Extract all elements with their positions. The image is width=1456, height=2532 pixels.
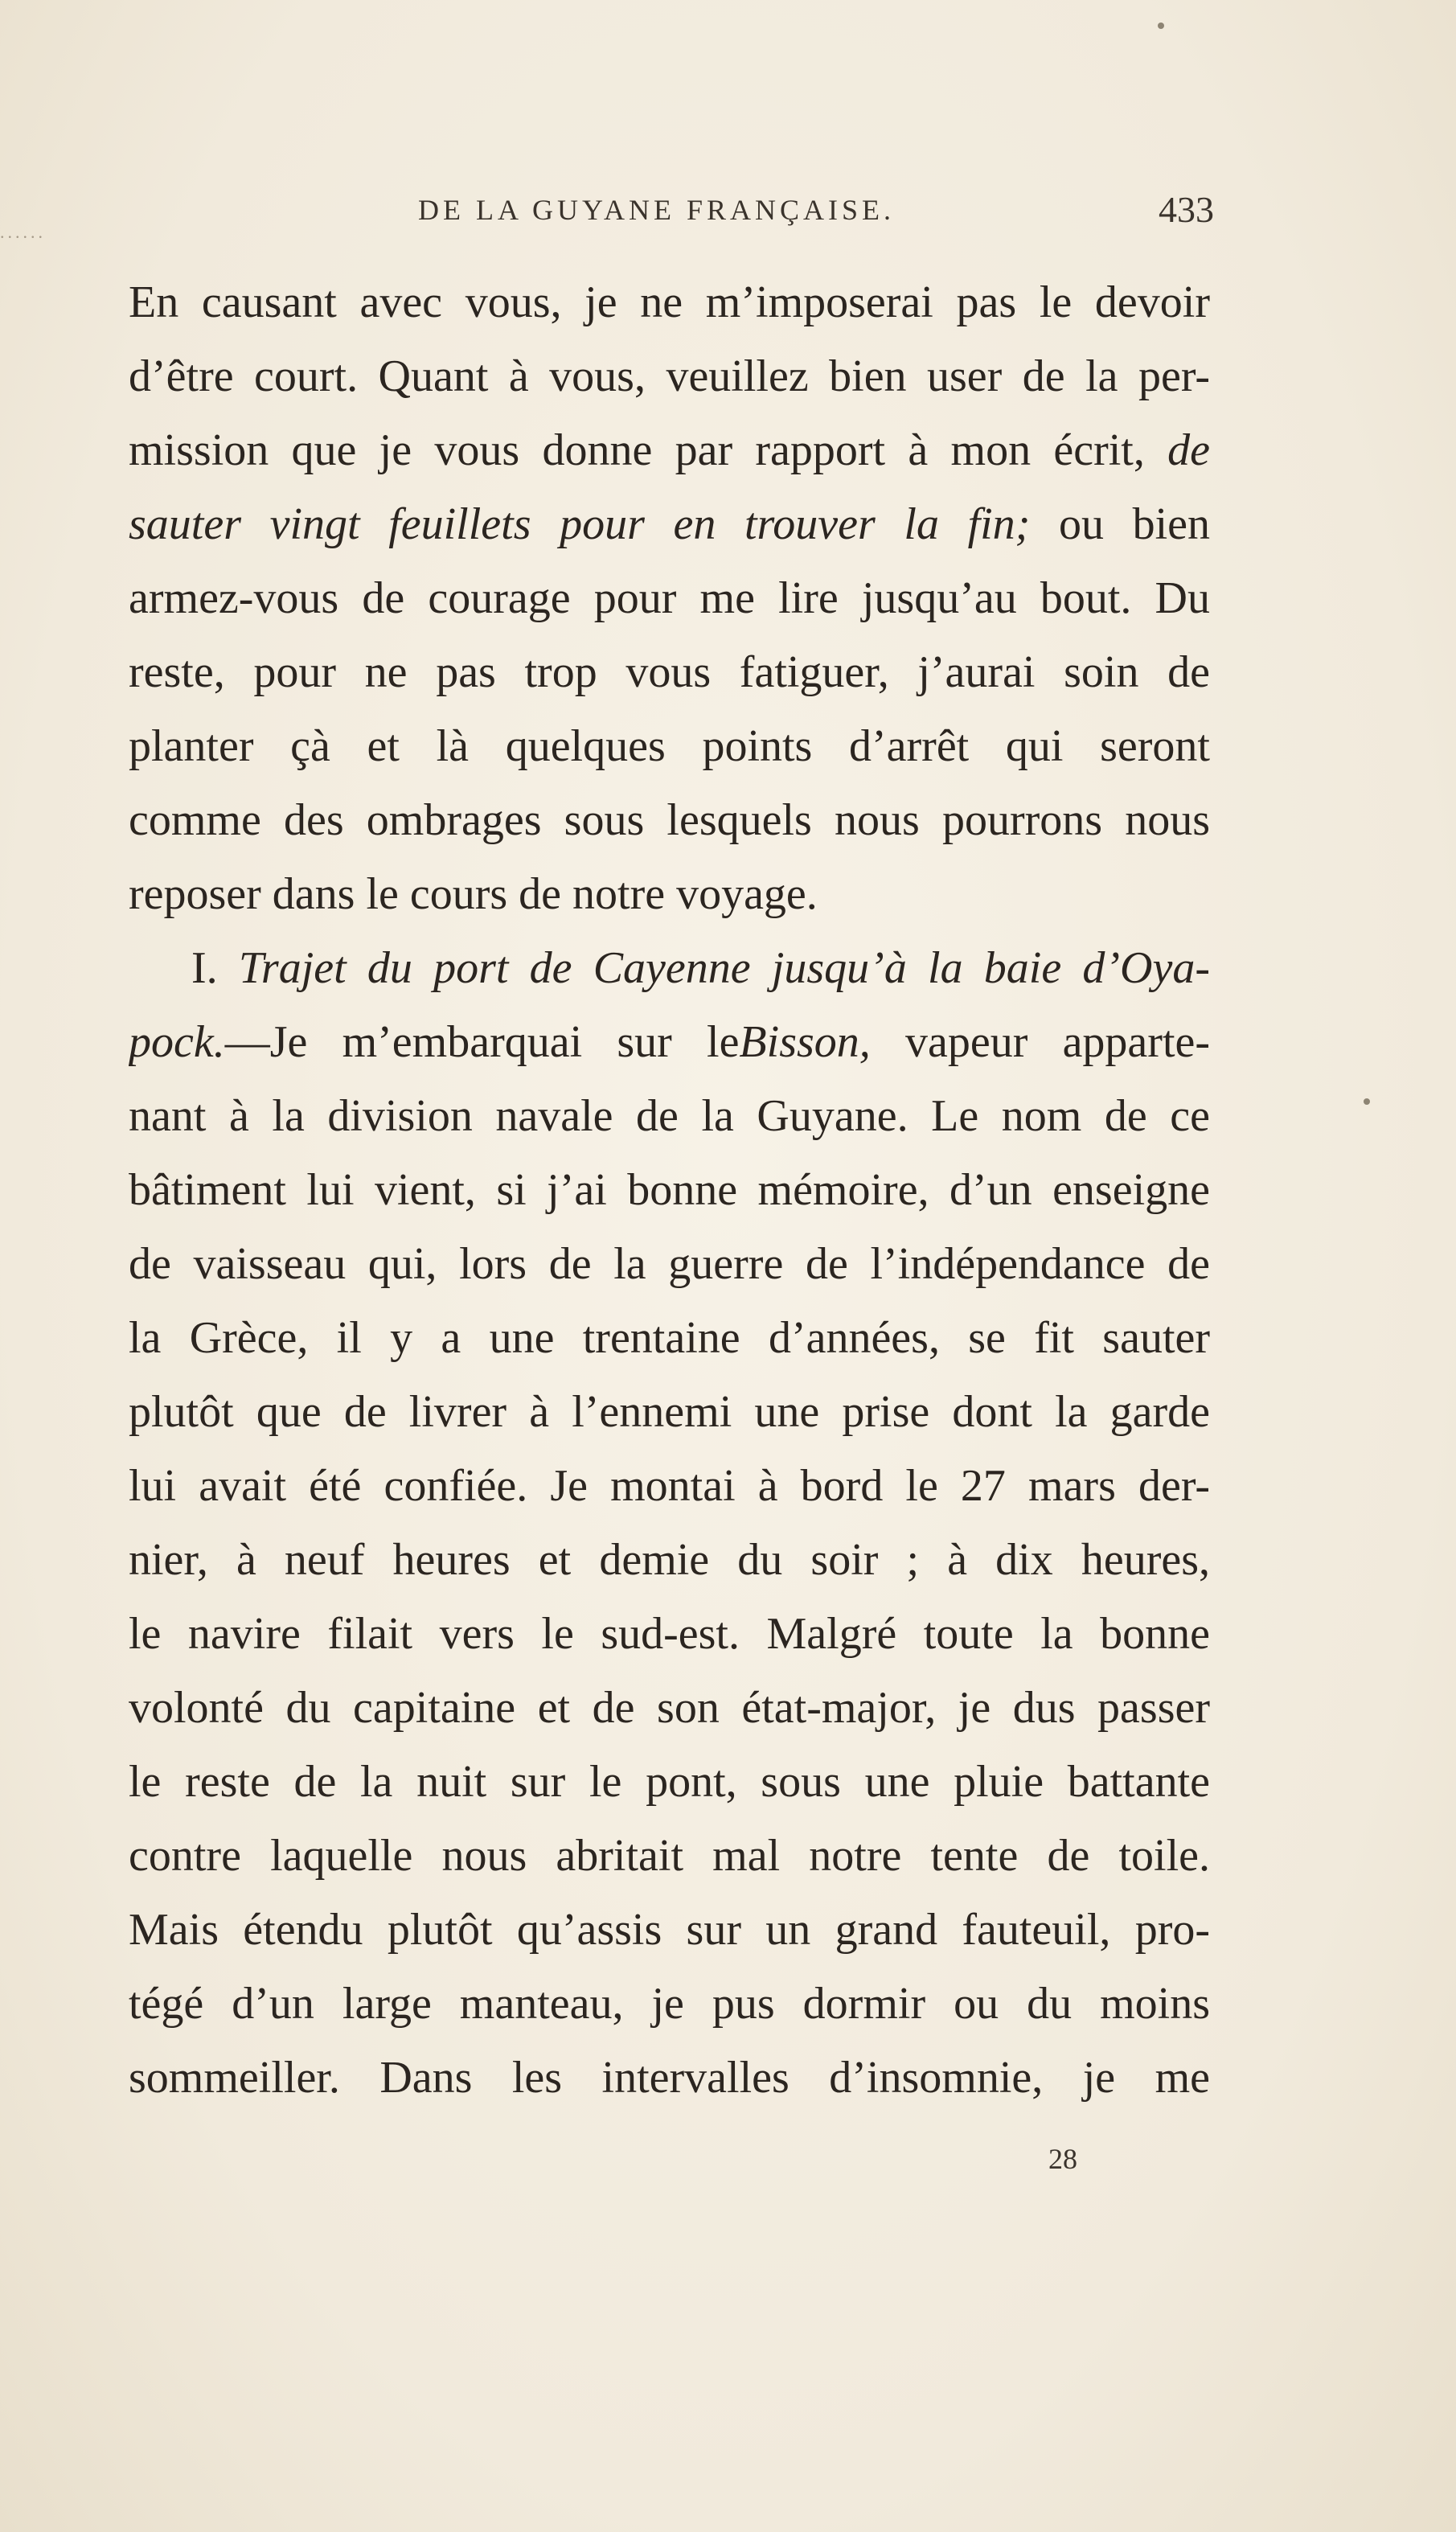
text-line: pock.—Je m’embarquai sur leBisson, vapeur apparte- [129, 1017, 1210, 1067]
text-line: bâtiment lui vient, si j’ai bonne mémoire, d’un enseigne [129, 1165, 1210, 1215]
text-line: contre laquelle nous abritait mal notre tente de toile. [129, 1831, 1210, 1881]
running-head [129, 189, 1214, 241]
text-line: sauter vingt feuillets pour en trouver la fin; ou bien [129, 499, 1210, 549]
paper-speck [1158, 23, 1164, 29]
text-line: plutôt que de livrer à l’ennemi une prise dont la garde [129, 1387, 1210, 1437]
page-number: 433 [1159, 189, 1214, 230]
text-line: lui avait été confiée. Je montai à bord le 27 mars der- [129, 1461, 1210, 1511]
text-line: comme des ombrages sous lesquels nous pourrons nous [129, 795, 1210, 845]
text-line: mission que je vous donne par rapport à mon écrit, de [129, 425, 1210, 475]
text-line: volonté du capitaine et de son état-major, je dus passer [129, 1683, 1210, 1733]
text-line: En causant avec vous, je ne m’imposerai pas le devoir [129, 277, 1210, 327]
paper-speck [1364, 1098, 1370, 1105]
section-heading-line: I. Trajet du port de Cayenne jusqu’à la baie d’Oya- [191, 943, 1210, 993]
text-line: d’être court. Quant à vous, veuillez bien user de la per- [129, 351, 1210, 401]
text-line: le reste de la nuit sur le pont, sous une pluie battante [129, 1757, 1210, 1807]
signature-mark: 28 [1048, 2143, 1077, 2175]
text-line: nier, à neuf heures et demie du soir ; à dix heures, [129, 1535, 1210, 1585]
text-line: reposer dans le cours de notre voyage. [129, 869, 818, 919]
margin-mark: ...... [0, 222, 46, 242]
body-text [129, 265, 1210, 2115]
text-line: planter çà et là quelques points d’arrêt qui seront [129, 721, 1210, 771]
text-line: reste, pour ne pas trop vous fatiguer, j’aurai soin de [129, 647, 1210, 697]
text-line: la Grèce, il y a une trentaine d’années, se fit sauter [129, 1313, 1210, 1363]
text-line: sommeiller. Dans les intervalles d’insomnie, je me [129, 2053, 1210, 2103]
text-line: tégé d’un large manteau, je pus dormir ou du moins [129, 1979, 1210, 2029]
text-line: armez-vous de courage pour me lire jusqu’au bout. Du [129, 573, 1210, 623]
running-title: DE LA GUYANE FRANÇAISE. [418, 194, 896, 226]
text-line: le navire filait vers le sud-est. Malgré toute la bonne [129, 1609, 1210, 1659]
text-line: nant à la division navale de la Guyane. Le nom de ce [129, 1091, 1210, 1141]
text-line: Mais étendu plutôt qu’assis sur un grand fauteuil, pro- [129, 1905, 1210, 1955]
text-line: de vaisseau qui, lors de la guerre de l’indépendance de [129, 1239, 1210, 1289]
